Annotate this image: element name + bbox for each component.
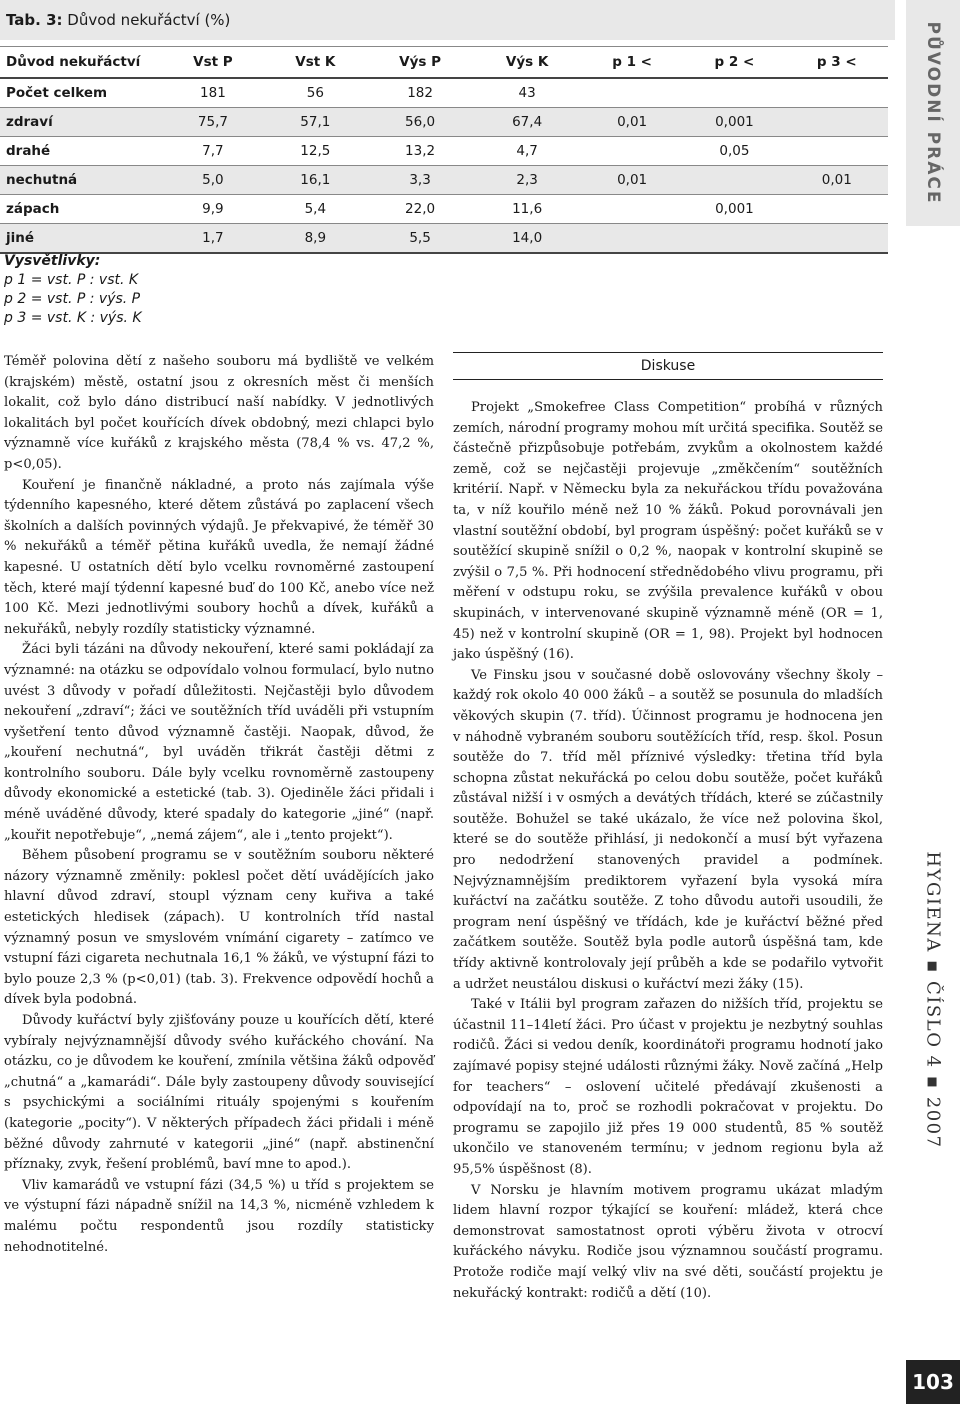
paragraph: V Norsku je hlavním motivem programu ukázat mladým lidem hlavní rozpor týkající se kouření: mládež, která chce demonstrovat samostatnost oproti výběru života v otrocví kuřáckého návyku. Rodiče jsou významnou součástí programu. Protože rodiče mají velký vliv na své děti, součástí projektu je nekuřácký kontrakt: rodičů a dětí (10). bbox=[453, 1182, 883, 1301]
paragraph: Projekt „Smokefree Class Competition“ probíhá v různých zemích, národní programy mohou mít určitá specifika. Soutěž se částečně přizpůsobuje potřebám, zvykům a okolnostem každé země, což se nejčastěji projevuje „změkčením“ soutěžních kritérií. Např. v Německu byla za nekuřáckou třídu považována ta, v níž kouřilo méně než 10 % žáků. Pokud porovnávali jen vlastní soutěžní období, byl program úspěšný: počet kuřáků se v soutěžící skupině snížil o 0,2 %, naopak v kontrolní skupině se zvýšil o 7,5 %. Při hodnocení střednědobého vlivu programu, při měření v odstupu roku, se zvýšila prevalence kuřáků v obou skupinách, v intervenované skupině významně méně (OR = 1, 45) než v kontrolní skupině (OR = 1, 98). Projekt byl hodnocen jako úspěšný (16). bbox=[453, 400, 883, 663]
col-header: Vst K bbox=[264, 47, 367, 79]
col-header: p 3 < bbox=[786, 47, 888, 79]
table-cell: zápach bbox=[0, 195, 162, 224]
journal-label bbox=[906, 840, 960, 1160]
table-cell: jiné bbox=[0, 224, 162, 254]
table-cell: 4,7 bbox=[473, 137, 581, 166]
table-cell bbox=[786, 108, 888, 137]
table-cell: zdraví bbox=[0, 108, 162, 137]
table-row bbox=[0, 137, 888, 166]
table-cell: 8,9 bbox=[264, 224, 367, 254]
section-label-text: PŮVODNÍ PRÁCE bbox=[923, 21, 943, 205]
page-number: 103 bbox=[906, 1360, 960, 1404]
paragraph: Také v Itálii byl program zařazen do nižších tříd, projektu se účastnil 11–14letí žáci. Pro účast v projektu je nezbytný souhlas rodičů. Žáci si vedou deník, koordinátoři programu hodnotí jako zajímavé popisy stejné události různými žáky. Nově začíná „Help for teachers“ – oslovení učitelé předávají zkušenosti a odpovídají na to, proč se rozhodli pokračovat v projektu. Do programu se zapojilo již přes 19 000 studentů, 85 % soutěž ukončilo ve stanoveném termínu; v jednom regionu byla až 95,5% úspěšnost (8). bbox=[453, 997, 883, 1177]
table-cell: 0,01 bbox=[581, 108, 683, 137]
section-label bbox=[906, 0, 960, 226]
paragraph: Důvody kuřáctví byly zjišťovány pouze u kouřících dětí, které vybíraly nejvýznamnější důvody svého kuřáckého chování. Na otázku, co je důvodem ke kouření, zmínila většina žáků odpověď „chutná“ a „kamarádi“. Dále byly zastoupeny důvody související s psychickými a sociálními rituály spojenými s kouřením (kategorie „pocity“). V některých případech žáci přidali i méně běžné důvody zahrnuté v kategorii „jiné“ (např. abstinenční příznaky, zvyk, řešení problémů, baví mne to apod.). bbox=[4, 1013, 434, 1173]
table-cell bbox=[786, 137, 888, 166]
table-cell: 9,9 bbox=[162, 195, 264, 224]
table-cell bbox=[581, 78, 683, 108]
table-cell: 67,4 bbox=[473, 108, 581, 137]
journal-label-text: HYGIENA ▪ ČÍSLO 4 ▪ 2007 bbox=[922, 851, 944, 1149]
table-cell: 43 bbox=[473, 78, 581, 108]
paragraph: Téměř polovina dětí z našeho souboru má bydliště ve velkém (krajském) městě, ostatní jsou z okresních měst či menších lokalit, což bylo dáno distribucí naší nabídky. V jednotlivých lokalitách byl počet kouřících dívek obdobný, mezi chlapci bylo významně více kuřáků z krajského města (78,4 % vs. 47,2 %, p<0,05). bbox=[4, 354, 434, 472]
table-cell: 75,7 bbox=[162, 108, 264, 137]
table-cell bbox=[581, 195, 683, 224]
table-cell bbox=[683, 78, 785, 108]
table-cell bbox=[786, 224, 888, 254]
legend-line: p 2 = vst. P : výs. P bbox=[4, 291, 141, 307]
col-header: p 2 < bbox=[683, 47, 785, 79]
table-caption-prefix: Tab. 3: bbox=[6, 11, 63, 29]
section-heading-diskuse: Diskuse bbox=[453, 352, 883, 380]
col-header: Výs K bbox=[473, 47, 581, 79]
table-cell: 5,5 bbox=[367, 224, 474, 254]
table-cell: 0,001 bbox=[683, 108, 785, 137]
col-header: Důvod nekuřáctví bbox=[0, 47, 162, 79]
legend-title: Vysvětlivky: bbox=[4, 253, 101, 269]
table-cell: 1,7 bbox=[162, 224, 264, 254]
left-column bbox=[4, 352, 434, 1258]
table-row bbox=[0, 195, 888, 224]
table-cell: 5,4 bbox=[264, 195, 367, 224]
table-cell: 181 bbox=[162, 78, 264, 108]
table-row bbox=[0, 166, 888, 195]
paragraph: Kouření je finančně nákladné, a proto nás zajímala výše týdenního kapesného, které dětem zůstává po zaplacení všech školních a dalších povinných výdajů. Je překvapivé, že téměř 30 % nekuřáků a téměř pětina kuřáků uvedla, že nemají žádné kapesné. U ostatních dětí bylo vcelku rovnoměrné zastoupení těch, které mají týdenní kapesné buď do 100 Kč, anebo více než 100 Kč. Mezi jednotlivými soubory hochů a dívek, kuřáků a nekuřáků, nebyly rozdíly statisticky významné. bbox=[4, 477, 434, 637]
table-cell bbox=[786, 195, 888, 224]
table-cell: 14,0 bbox=[473, 224, 581, 254]
paragraph: Během působení programu se v soutěžním souboru některé názory významně změnily: poklesl počet dětí uvádějících jako hlavní důvod zdraví, stoupl význam ceny kuřiva a také estetických hledisek (zápach). U kontrolních tříd nastal významný posun ve smyslovém vnímání cigarety – zatímco ve vstupní fázi cigareta nechutnala 16,1 % žáků, ve výstupní fázi to bylo pouze 2,3 % (p<0,01) (tab. 3). Frekvence odpovědí hochů a dívek byla podobná. bbox=[4, 848, 434, 1008]
table-cell: 3,3 bbox=[367, 166, 474, 195]
table-cell bbox=[581, 224, 683, 254]
col-header: Výs P bbox=[367, 47, 474, 79]
table-cell: 2,3 bbox=[473, 166, 581, 195]
table-cell bbox=[683, 166, 785, 195]
table-cell: 13,2 bbox=[367, 137, 474, 166]
table-cell: 56,0 bbox=[367, 108, 474, 137]
table-row bbox=[0, 224, 888, 254]
table-caption bbox=[0, 0, 895, 40]
reasons-table bbox=[0, 46, 888, 254]
table-cell bbox=[786, 78, 888, 108]
table-row bbox=[0, 78, 888, 108]
legend-line: p 1 = vst. P : vst. K bbox=[4, 272, 139, 288]
table-cell: 0,01 bbox=[786, 166, 888, 195]
table-cell: 16,1 bbox=[264, 166, 367, 195]
paragraph: Vliv kamarádů ve vstupní fázi (34,5 %) u tříd s projektem se ve výstupní fázi nápadně snížil na 14,3 %, nicméně vzhledem k malému počtu respondentů jsou rozdíly statisticky nehodnotitelné. bbox=[4, 1177, 434, 1255]
table-cell: 5,0 bbox=[162, 166, 264, 195]
table-cell: 22,0 bbox=[367, 195, 474, 224]
table-cell: 0,001 bbox=[683, 195, 785, 224]
paragraph: Žáci byli tázáni na důvody nekouření, které sami pokládají za významné: na otázku se odpovídalo volnou formulací, bylo nutno uvést 3 důvody v pořadí důležitosti. Nejčastěji bylo důvodem nekouření „zdraví“; žáci ve soutěžních tříd uváděli při vstupním vyšetření tento důvod významně častěji. Naopak, důvod, že „kouření nechutná“, byl uváděn třikrát častěji dětmi z kontrolního souboru. Dále byly vcelku rovnoměrně zastoupeny důvody ekonomické a estetické (tab. 3). Ojediněle žáci přidali i méně uváděné důvody, které spadaly do kategorie „jiné“ (např. „kouřit nepotřebuje“, „nemá zájem“, ale i „tento projekt“). bbox=[4, 642, 434, 843]
table-cell: 182 bbox=[367, 78, 474, 108]
col-header: Vst P bbox=[162, 47, 264, 79]
col-header: p 1 < bbox=[581, 47, 683, 79]
table-caption-text: Důvod nekuřáctví (%) bbox=[62, 11, 231, 29]
table-header-row bbox=[0, 47, 888, 79]
table-row bbox=[0, 108, 888, 137]
table-cell: Počet celkem bbox=[0, 78, 162, 108]
table-cell: nechutná bbox=[0, 166, 162, 195]
table-cell: 11,6 bbox=[473, 195, 581, 224]
table-cell: 7,7 bbox=[162, 137, 264, 166]
table-cell: 12,5 bbox=[264, 137, 367, 166]
table-cell: 56 bbox=[264, 78, 367, 108]
table-cell: 57,1 bbox=[264, 108, 367, 137]
right-column bbox=[453, 352, 883, 1304]
paragraph: Ve Finsku jsou v současné době oslovovány všechny školy – každý rok okolo 40 000 žáků – a soutěž se posunula do mladších věkových skupin (7. tříd). Účinnost programu je hodnocena jen v náhodně vybraném souboru soutěžících tříd, resp. škol. Posun soutěže do 7. tříd měl příznivé výsledky: třetina tříd byla schopna zůstat nekuřácká po celou dobu soutěže, počet kuřáků zůstával nižší i v osmých a devátých třídách, které se zúčastnily soutěže. Bohužel se také ukázalo, že více než polovina škol, které se do soutěže přihlásí, ji nedokončí a musí být vyřazena pro nedodržení stanovených pravidel a podmínek. Nejvýznamnějším prediktorem vyřazení byla vysoká míra kuřáctví na začátku soutěže. Z toho důvodu autoři usoudili, že program není úspěšný ve třídách, kde je kuřáctví běžné před začátkem soutěže. Soutěž byla podle autorů úspěšná tam, kde třídy aktivně kontrolovaly její průběh a kde se podařilo vytvořit a udržet neustálou diskusi o kuřáctví mezi žáky (15). bbox=[453, 667, 883, 992]
table-cell: drahé bbox=[0, 137, 162, 166]
table-cell bbox=[581, 137, 683, 166]
table-cell: 0,01 bbox=[581, 166, 683, 195]
table-cell: 0,05 bbox=[683, 137, 785, 166]
legend-line: p 3 = vst. K : výs. K bbox=[4, 310, 142, 326]
table-legend bbox=[4, 252, 142, 328]
table-cell bbox=[683, 224, 785, 254]
